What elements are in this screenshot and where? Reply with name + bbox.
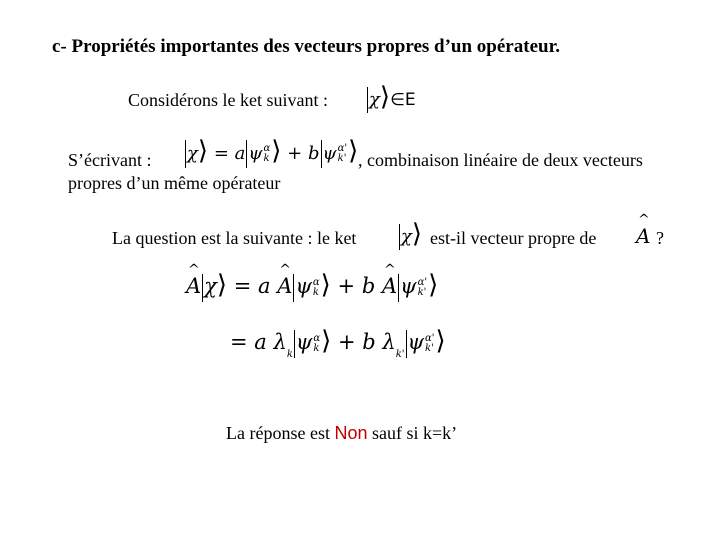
lambda-symbol: λ (273, 330, 287, 354)
ket-bar (294, 330, 295, 358)
k-prime-index: k' (417, 286, 427, 298)
ket-chi-definition (366, 84, 416, 113)
plus-sign: + (337, 330, 356, 354)
index-stack (313, 278, 320, 298)
operator-a-hat: ^ A (277, 274, 292, 298)
eigen-equation-line2 (230, 328, 446, 358)
ket-angle: ⟩ (428, 270, 439, 300)
k-index: k (312, 286, 319, 298)
ket-bar (399, 224, 400, 250)
coef-b: b (307, 143, 320, 164)
operator-a (636, 224, 650, 248)
alpha-index: α (312, 276, 320, 288)
index-stack (264, 144, 271, 164)
psi-symbol: ψ (400, 274, 417, 298)
ket-angle: ⟩ (321, 326, 332, 356)
ket-angle: ⟩ (216, 270, 228, 300)
equals-sign: = (233, 274, 252, 298)
psi-symbol: ψ (295, 274, 312, 298)
ket-angle: ⟩ (320, 270, 331, 300)
ecrivant-label: S’écrivant : (68, 150, 152, 170)
ket-angle: ⟩ (379, 82, 391, 112)
answer-line (226, 423, 457, 444)
psi-symbol: ψ (322, 143, 337, 164)
psi-symbol: ψ (407, 330, 424, 354)
ket-bar (185, 140, 186, 168)
chi-symbol: χ (187, 143, 198, 164)
combination-continuation: , combinaison linéaire de deux vecteurs (358, 150, 643, 170)
alpha-prime-index: α' (425, 332, 435, 344)
lambda-symbol: λ (382, 330, 396, 354)
psi-symbol: ψ (248, 143, 263, 164)
psi-symbol: ψ (295, 330, 313, 354)
chi-symbol: χ (401, 226, 412, 247)
answer-non: Non (334, 423, 368, 443)
considerons-text: Considérons le ket suivant : (128, 90, 328, 110)
answer-prefix: La réponse est (226, 423, 335, 443)
line-considerons (128, 90, 328, 111)
question-mark: ? (656, 228, 664, 248)
equals-sign: = (213, 143, 229, 164)
ket-angle: ⟩ (348, 136, 359, 166)
index-stack (425, 334, 435, 354)
coef-a: a (258, 274, 271, 298)
combination-wrap: propres d’un même opérateur (68, 173, 281, 193)
k-index: k (313, 342, 320, 354)
coef-a: a (234, 143, 246, 164)
question-ket (398, 221, 422, 250)
membership-symbol: ∈E (390, 90, 416, 110)
question-text: La question est la suivante : le ket (112, 228, 357, 248)
ket-bar (367, 87, 368, 113)
section-heading: c- Propriétés importantes des vecteurs propres d’un opérateur. (52, 36, 561, 57)
k-prime-index: k' (337, 153, 347, 164)
k-index: k (263, 153, 270, 164)
ket-angle: ⟩ (435, 326, 446, 356)
alpha-index: α (263, 143, 271, 154)
chi-symbol: χ (204, 274, 217, 298)
operator-a-hat: ^ A (382, 274, 397, 298)
lambda-index-kp: k' (395, 349, 405, 360)
linear-combination-formula (184, 138, 358, 168)
operator-a-hat: ^ A (636, 224, 650, 248)
answer-suffix: sauf si k=k’ (367, 423, 458, 443)
ket-bar (321, 140, 322, 168)
ket-angle: ⟩ (197, 136, 209, 166)
ket-chi-symbol: χ (369, 89, 380, 110)
ket-bar (398, 274, 399, 302)
question-middle: est-il vecteur propre de (430, 228, 597, 248)
k-prime-index: k' (425, 342, 434, 354)
ket-angle: ⟩ (411, 219, 423, 249)
eigen-equation-line1 (186, 272, 438, 302)
ket-angle: ⟩ (271, 136, 282, 166)
lambda-index-k: k (286, 349, 293, 360)
index-stack (418, 278, 428, 298)
alpha-prime-index: α' (337, 143, 348, 154)
operator-a-hat: ^ A (186, 274, 201, 298)
coef-b: b (361, 274, 376, 298)
index-stack (338, 144, 348, 164)
equals-sign: = (230, 330, 248, 354)
alpha-prime-index: α' (417, 276, 428, 288)
plus-sign: + (337, 274, 356, 298)
index-stack (313, 334, 320, 354)
alpha-index: α (313, 332, 321, 344)
plus-sign: + (287, 143, 303, 164)
coef-b: b (362, 330, 376, 354)
ket-bar (406, 330, 407, 358)
coef-a: a (254, 330, 267, 354)
